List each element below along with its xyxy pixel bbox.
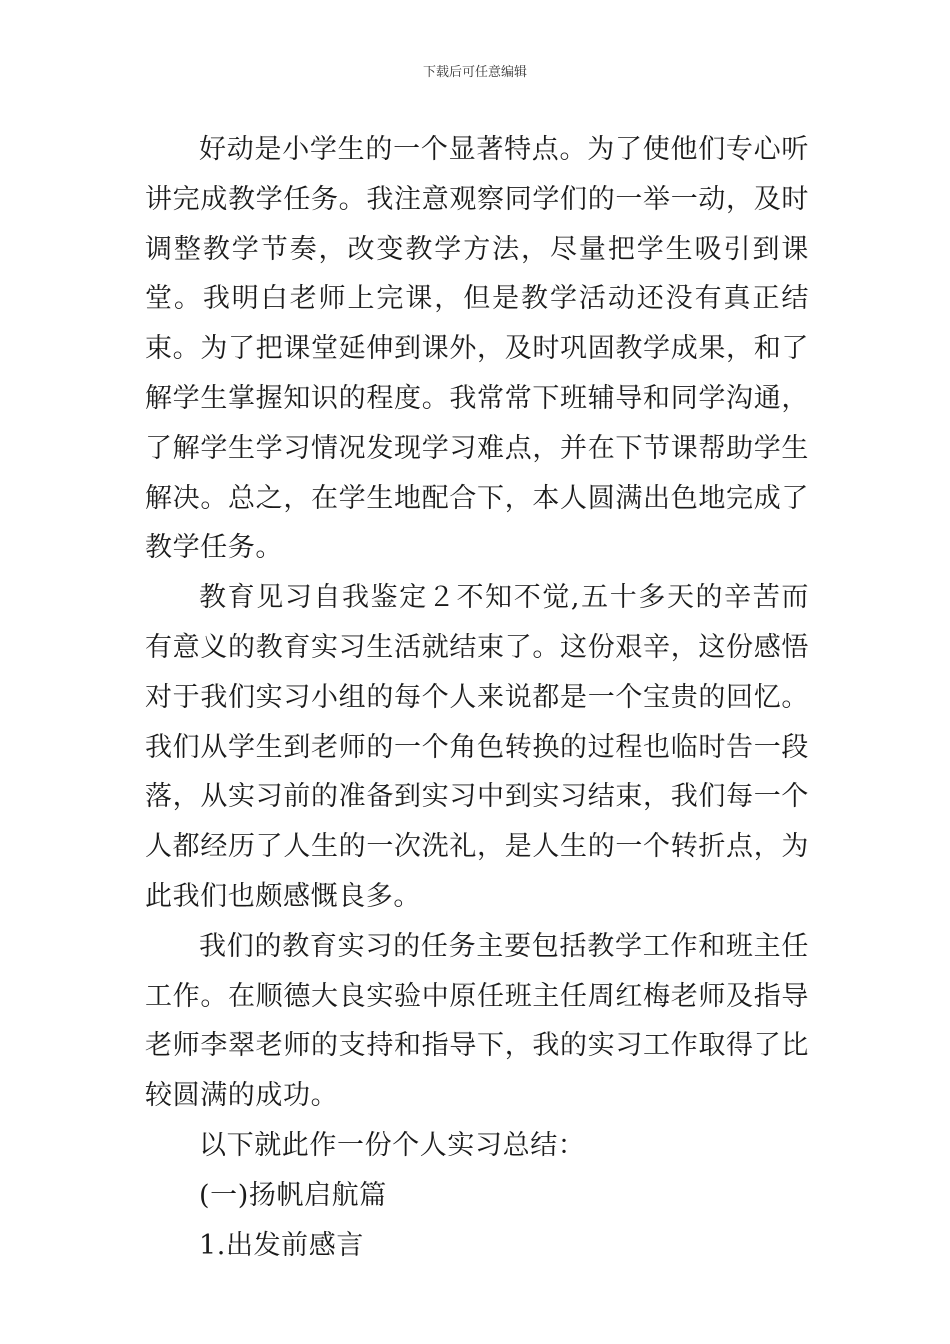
paragraph-summary-intro: 以下就此作一份个人实习总结： [199,1129,586,1161]
page-header: 下载后可任意编辑 [422,65,527,80]
paragraph-self-appraisal: 教育见习自我鉴定２不知不觉,五十多天的辛苦而有意义的教育实习生活就结束了。这份艰辛，这份感悟对于我们实习小组的每个人来说都是一个宝贵的回忆。我们从学生到老师的一个角色转换的过程也临时告一段落，从实习前的准备到实习中到实习结束，我们每一个人都经历了人生的一次洗礼，是人生的一个转折点，为此我们也颇感慨良多。 [145,582,809,912]
paragraph-internship-tasks: 我们的教育实习的任务主要包括教学工作和班主任工作。在顺德大良实验中原任班主任周红梅老师及指导老师李翠老师的支持和指导下，我的实习工作取得了比较圆满的成功。 [145,930,809,1112]
section-heading: (一)扬帆启航篇 [199,1179,387,1211]
document-body [145,125,809,1270]
subsection-heading: 1.出发前感言 [199,1229,364,1261]
paragraph-teaching-task: 好动是小学生的一个显著特点。为了使他们专心听讲完成教学任务。我注意观察同学们的一举一动，及时调整教学节奏，改变教学方法，尽量把学生吸引到课堂。我明白老师上完课，但是教学活动还没有真正结束。为了把课堂延伸到课外，及时巩固教学成果，和了解学生掌握知识的程度。我常常下班辅导和同学沟通，了解学生学习情况发现学习难点，并在下节课帮助学生解决。总之，在学生地配合下，本人圆满出色地完成了教学任务。 [145,134,809,564]
